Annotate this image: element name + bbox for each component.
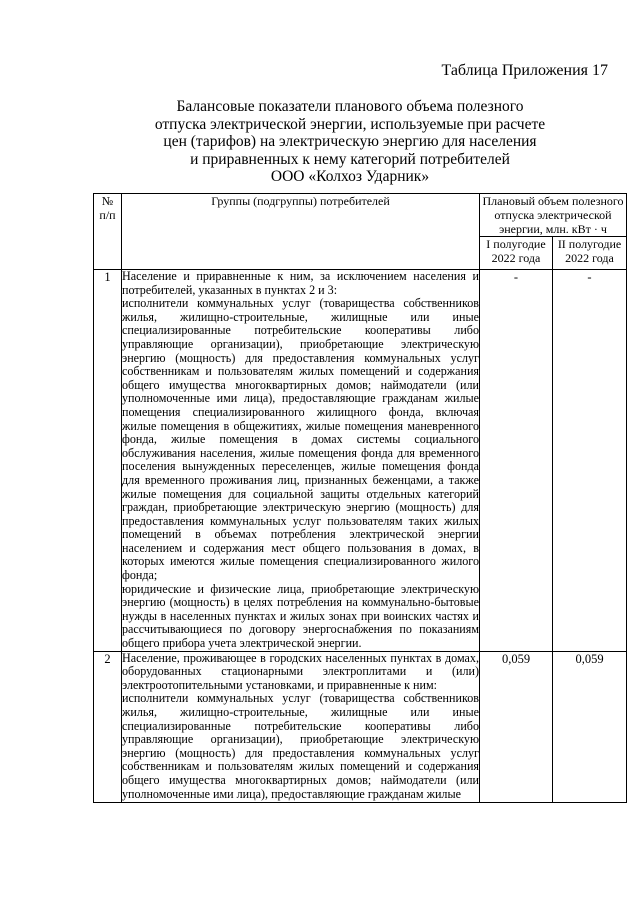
balance-table bbox=[93, 193, 627, 803]
header-number bbox=[94, 194, 122, 270]
table-row bbox=[94, 270, 627, 652]
document-title bbox=[0, 98, 640, 186]
table-caption: Таблица Приложения 17 bbox=[441, 62, 608, 79]
row-number: 1 bbox=[94, 270, 122, 652]
row-value-h1: - bbox=[480, 270, 553, 652]
table-row bbox=[94, 651, 627, 802]
row-paragraph: Население и приравненные к ним, за исключением населения и потребителей, указанных в пунктах 2 и 3: bbox=[122, 269, 479, 297]
header-half1-text: I полугодие 2022 года bbox=[486, 237, 546, 265]
header-half2-text: II полугодие 2022 года bbox=[557, 237, 622, 265]
header-groups bbox=[122, 194, 480, 270]
row-value-h1: 0,059 bbox=[480, 651, 553, 802]
title-line: Балансовые показатели планового объема полезного bbox=[176, 98, 524, 115]
header-half2 bbox=[553, 237, 627, 270]
row-number: 2 bbox=[94, 651, 122, 802]
title-line: ООО «Колхоз Ударник» bbox=[270, 168, 430, 185]
row-value-h2: - bbox=[553, 270, 627, 652]
row-description bbox=[122, 270, 480, 652]
header-groups-text: Группы (подгруппы) потребителей bbox=[211, 194, 390, 208]
table-header-row bbox=[94, 194, 627, 237]
row-description bbox=[122, 651, 480, 802]
row-paragraph: исполнители коммунальных услуг (товарищества собственников жилья, жилищно-строительные, жилищные или иные специализированные потребительские кооперативы либо управляющие организации), приобретающие электрическую энергию (мощность) для предоставления коммунальных услуг собственникам и пользователям жилых помещений и содержания общего имущества многоквартирных домов; наймодатели (или уполномоченные ими лица), предоставляющие гражданам жилые bbox=[122, 691, 479, 801]
title-line: цен (тарифов) на электрическую энергию для населения bbox=[163, 133, 537, 150]
header-volume-text: Плановый объем полезного отпуска электрической энергии, млн. кВт · ч bbox=[482, 194, 624, 236]
header-number-text: № п/п bbox=[99, 194, 116, 222]
row-paragraph: исполнители коммунальных услуг (товарищества собственников жилья, жилищно-строительные, жилищные или иные специализированные потребительские кооперативы либо управляющие организации), приобретающие электрическую энергию (мощность) для предоставления коммунальных услуг собственникам и пользователям жилых помещений и содержания общего имущества многоквартирных домов; наймодатели (или уполномоченные ими лица), предоставляющие гражданам жилые помещения специализированного жилищного фонда, включая жилые помещения в общежитиях, жилые помещения маневренного фонда, жилые помещения в домах системы социального обслуживания населения, жилые помещения фонда для временного поселения вынужденных переселенцев, жилые помещения фонда для временного проживания лиц, признанных беженцами, а также жилые помещения для социальной защиты отдельных категорий граждан, приобретающие электрическую энергию (мощность) для предоставления коммунальных услуг пользователям таких жилых помещений в объемах потребления электрической энергии населением и содержания мест общего пользования в домах, в которых имеются жилые помещения специализированного жилого фонда; bbox=[122, 296, 479, 583]
header-half1 bbox=[480, 237, 553, 270]
header-volume bbox=[480, 194, 627, 237]
title-line: отпуска электрической энергии, используемые при расчете bbox=[154, 115, 546, 133]
title-line: и приравненных к нему категорий потребителей bbox=[190, 150, 510, 168]
row-paragraph: Население, проживающее в городских населенных пунктах в домах, оборудованных стационарными электроплитами и (или) электроотопительными установками, и приравненные к ним: bbox=[122, 651, 479, 692]
row-description-clip bbox=[122, 652, 479, 802]
row-value-h2: 0,059 bbox=[553, 651, 627, 802]
row-paragraph: юридические и физические лица, приобретающие электрическую энергию (мощность) в целях потребления на коммунально-бытовые нужды в населенных пунктах и жилых зонах при воинских частях и рассчитывающиеся по договору энергоснабжения по показаниям общего прибора учета электрической энергии. bbox=[122, 581, 479, 651]
